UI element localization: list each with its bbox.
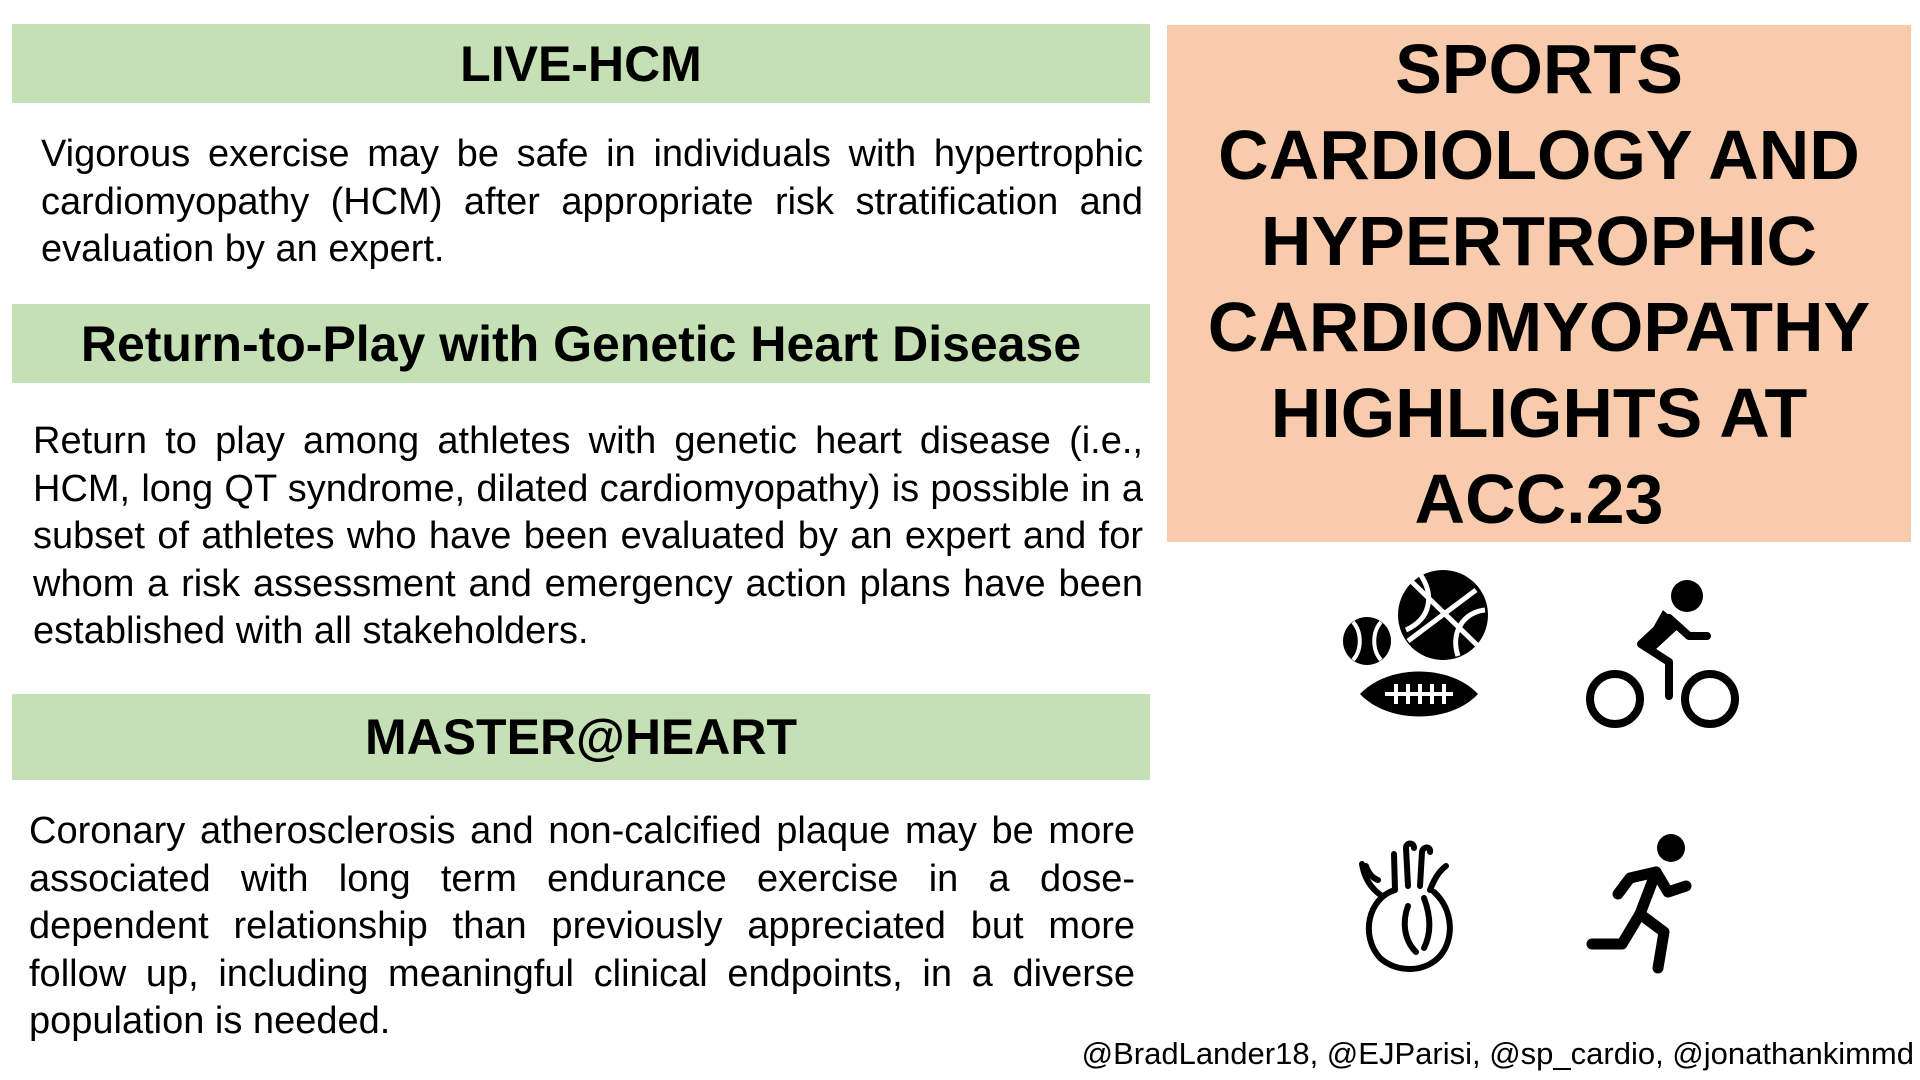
title-line: SPORTS: [1395, 29, 1683, 108]
author-credits: @BradLander18, @EJParisi, @sp_cardio, @jonathankimmd: [1081, 1036, 1914, 1071]
section-heading-live-hcm: LIVE-HCM: [12, 24, 1150, 103]
title-line: ACC.23: [1414, 459, 1664, 538]
slide-title: [1179, 26, 1899, 542]
title-line: CARDIOLOGY AND: [1218, 115, 1860, 194]
anatomical-heart-icon: [1350, 836, 1500, 976]
cyclist-icon: [1585, 578, 1745, 738]
section-body-live-hcm: Vigorous exercise may be safe in individuals with hypertrophic cardiomyopathy (HCM) after appropriate risk stratification and evaluation by an expert.: [41, 133, 1143, 270]
section-body-return-to-play: Return to play among athletes with genetic heart disease (i.e., HCM, long QT syndrome, dilated cardiomyopathy) is possible in a subset of athletes who have been evaluated by an expert and for whom a risk assessment and emergency action plans have been established with all stakeholders.: [33, 420, 1143, 652]
title-line: HIGHLIGHTS AT: [1270, 373, 1808, 452]
runner-icon: [1582, 832, 1712, 982]
sports-balls-icon: [1340, 568, 1500, 728]
section-body-master-heart: Coronary atherosclerosis and non-calcified plaque may be more associated with long term endurance exercise in a dose-dependent relationship than previously appreciated but more follow up, including meaningful clinical endpoints, in a diverse population is needed.: [29, 810, 1135, 1042]
title-line: CARDIOMYOPATHY: [1207, 287, 1871, 366]
section-heading-return-to-play: Return-to-Play with Genetic Heart Disease: [12, 304, 1150, 383]
section-heading-master-heart: MASTER@HEART: [12, 694, 1150, 780]
title-box: [1167, 25, 1911, 542]
title-line: HYPERTROPHIC: [1260, 201, 1818, 280]
